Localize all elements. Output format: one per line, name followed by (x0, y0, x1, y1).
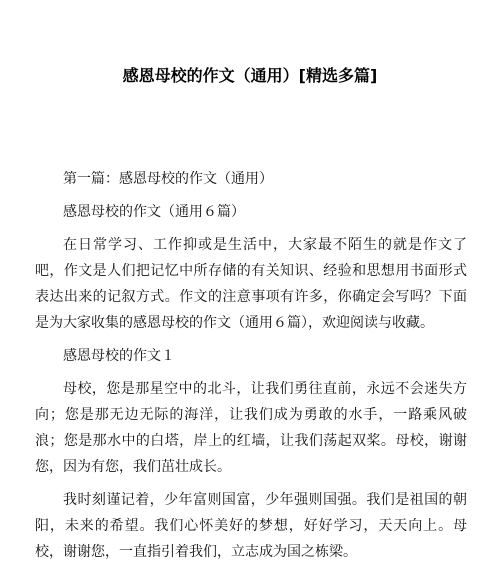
essay-collection-title: 感恩母校的作文（通用６篇） (63, 204, 245, 220)
body-paragraph: 母校，您是那星空中的北斗，让我们勇往直前，永远不会迷失方向；您是那无边无际的海洋，让我们成为勇敢的水手，一路乘风破浪；您是那水中的白塔，岸上的红墙，让我们荡起双桨。母校，谢谢您，因为有您，我们茁壮成长。 (35, 381, 467, 475)
essay-subheading: 感恩母校的作文１ (63, 348, 175, 364)
document-title: 感恩母校的作文（通用）[精选多篇] (122, 66, 378, 85)
section-heading: 第一篇：感恩母校的作文（通用） (63, 171, 273, 187)
intro-paragraph: 在日常学习、工作抑或是生活中，大家最不陌生的就是作文了吧，作文是人们把记忆中所存储的有关知识、经验和思想用书面形式表达出来的记叙方式。作文的注意事项有许多，你确定会写吗？下面是为大家收集的感恩母校的作文（通用６篇），欢迎阅读与收藏。 (35, 237, 467, 331)
body-paragraph: 我时刻谨记着，少年富则国富，少年强则国强。我们是祖国的朝阳，未来的希望。我们心怀美好的梦想，好好学习，天天向上。母校，谢谢您，一直指引着我们，立志成为国之栋梁。 (35, 492, 467, 560)
document-body (35, 166, 467, 565)
